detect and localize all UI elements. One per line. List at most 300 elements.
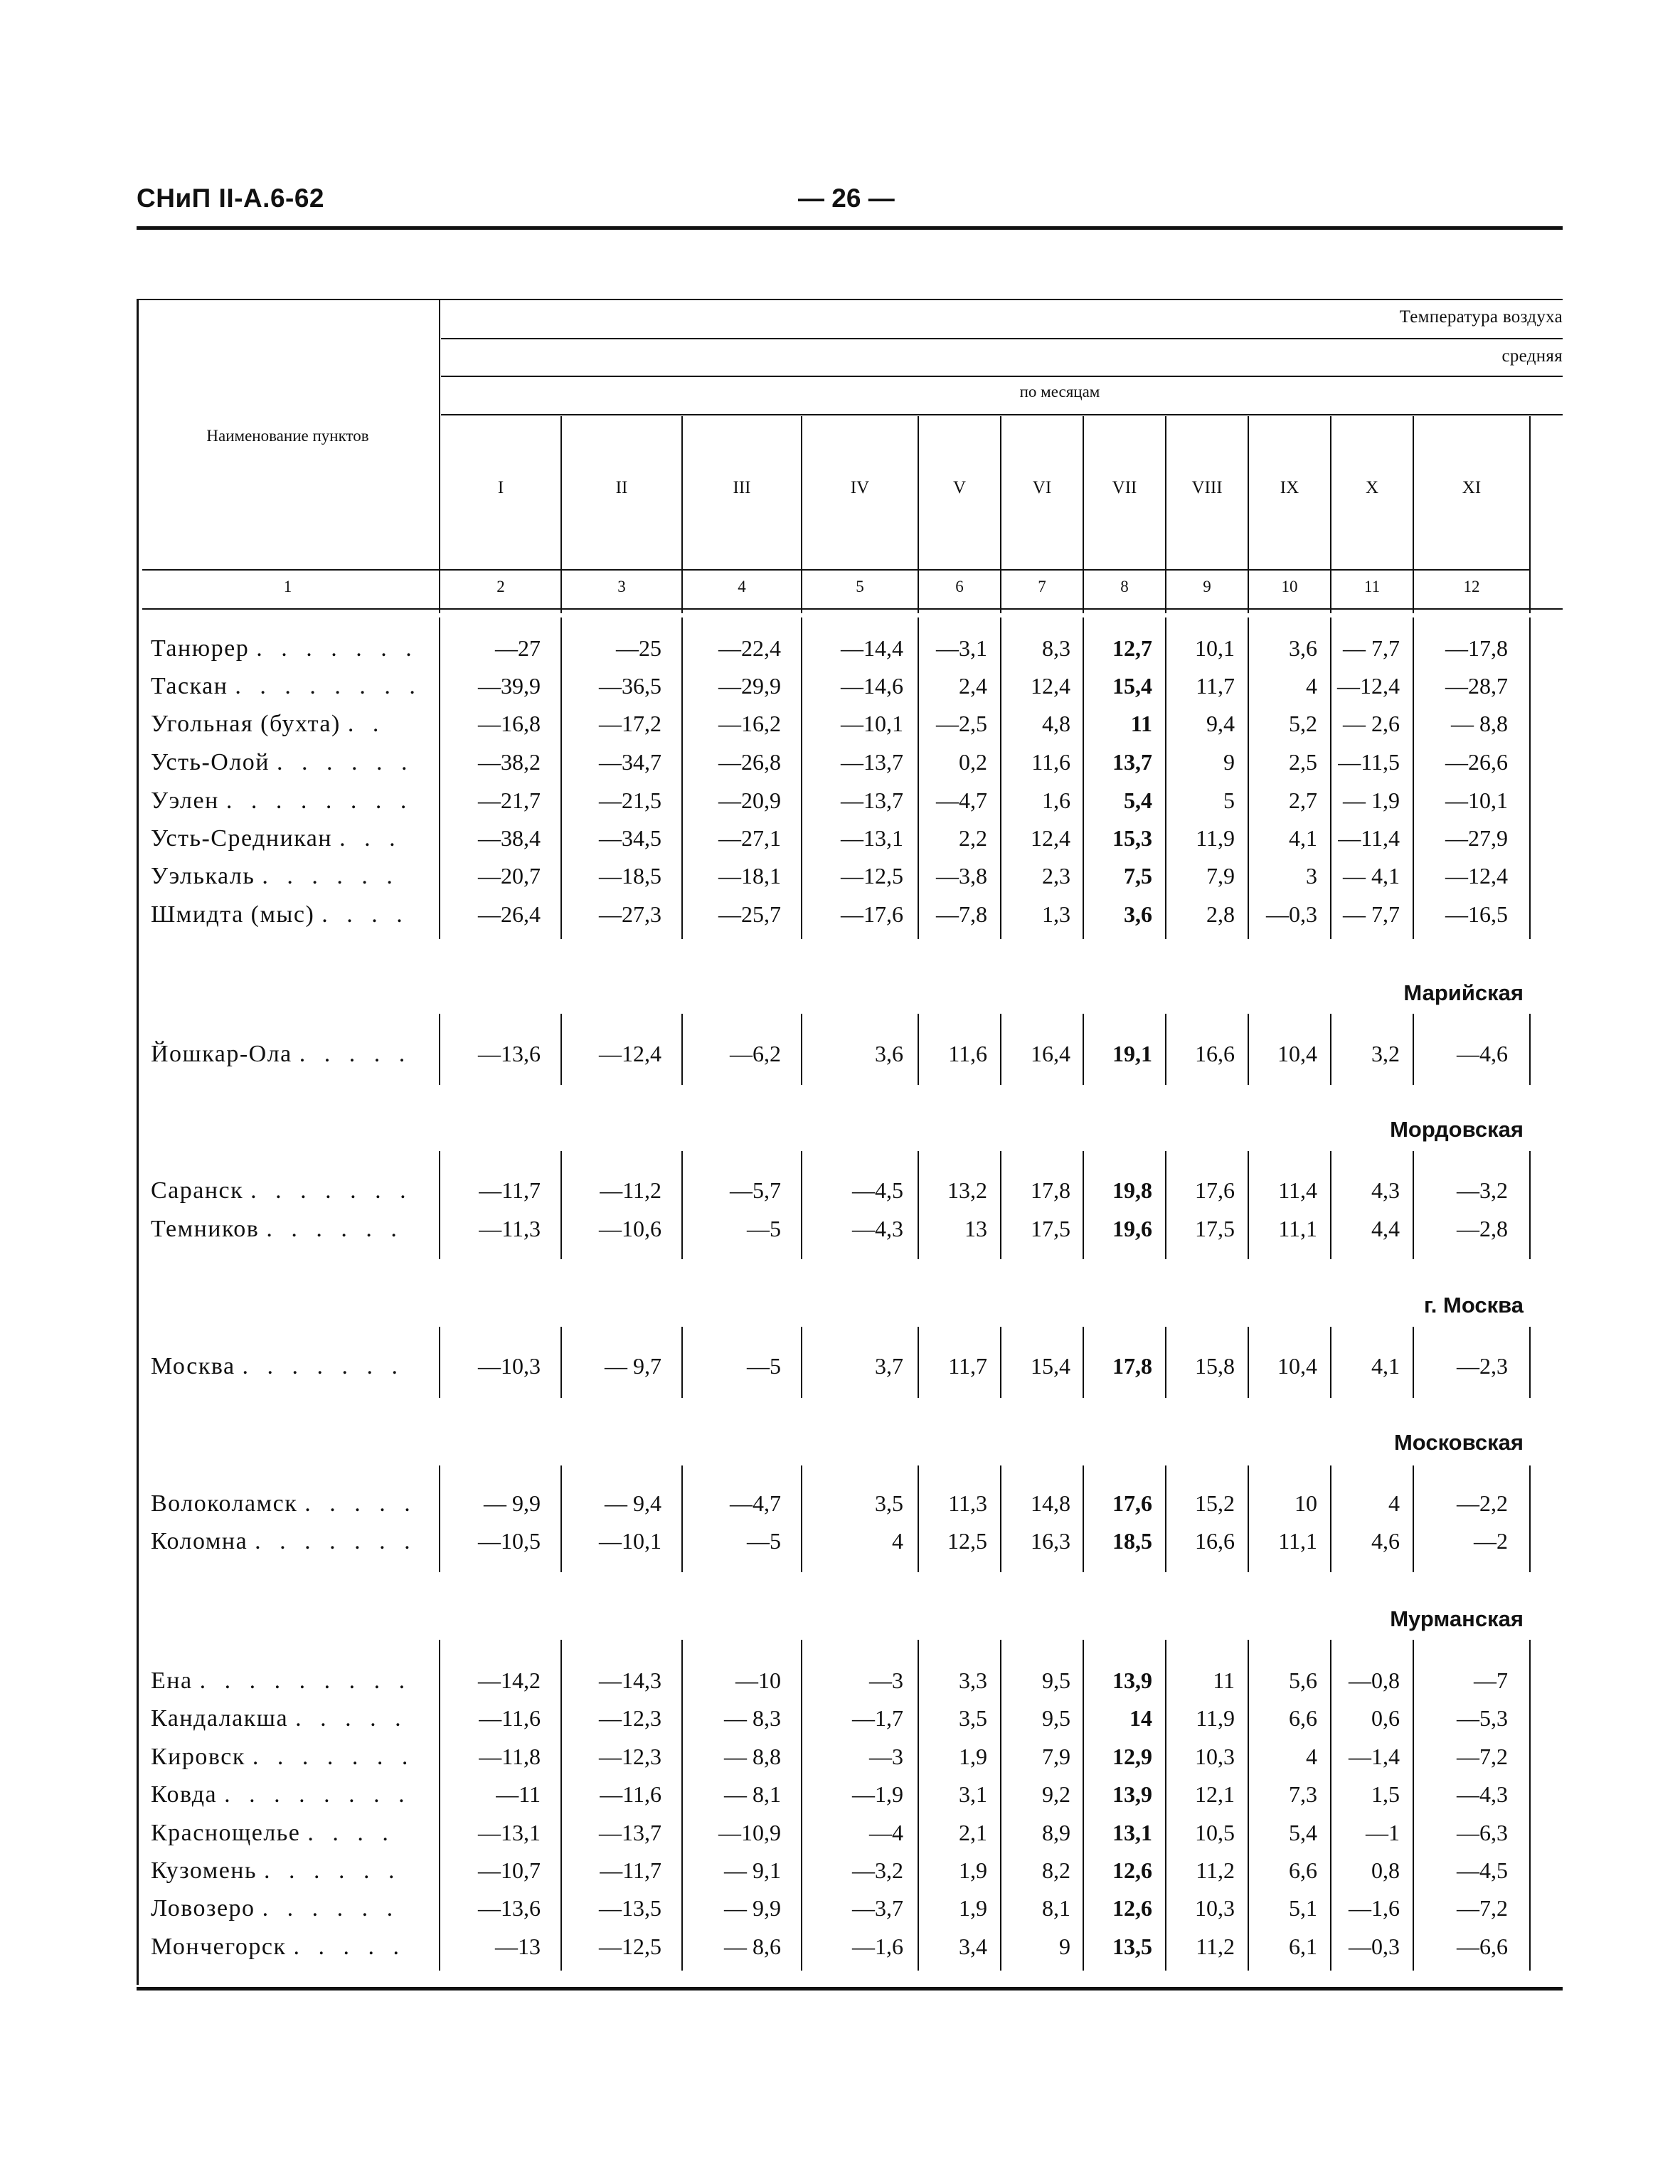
value-cell-VI: 11,6 [1031,749,1070,775]
leader-dots: . . . . . . . . [235,673,422,699]
value-cell-IV: —1,7 [852,1705,903,1731]
value-cell-IX: 2,5 [1289,749,1317,775]
station-name-text: Саранск [151,1177,251,1204]
value-cell-VIII: 12,1 [1195,1781,1235,1807]
station-name-text: Темников [151,1216,267,1242]
column-divider [439,1640,440,1971]
column-divider [1165,1014,1166,1085]
value-cell-VII: 17,6 [1112,1490,1152,1516]
column-divider [560,1640,562,1971]
station-name-text: Кировск [151,1744,252,1770]
value-cell-IX: 5,1 [1289,1895,1317,1921]
month-header-VII: VII [1112,478,1137,497]
value-cell-II: —12,3 [599,1744,661,1769]
value-cell-IV: 3,6 [875,1041,903,1066]
value-cell-III: — 8,1 [724,1781,781,1807]
value-cell-IV: —14,4 [841,635,903,661]
station-name [151,1705,408,1732]
column-divider [681,1151,683,1259]
value-cell-XI: —12,4 [1445,863,1508,889]
value-cell-VII: 12,6 [1112,1895,1152,1921]
value-cell-III: —4,7 [730,1490,781,1516]
value-cell-III: —5 [747,1353,781,1379]
header-rule-2 [441,376,1563,377]
value-cell-V: 0,2 [959,749,987,775]
value-cell-V: 13 [964,1216,987,1241]
station-name [151,1177,413,1204]
value-cell-II: —25 [616,635,661,661]
value-cell-IX: 10 [1294,1490,1317,1516]
column-divider [1000,617,1001,939]
leader-dots: . . . . . . [264,1857,401,1884]
value-cell-IX: 6,6 [1289,1705,1317,1731]
column-divider [801,1465,802,1572]
value-cell-X: 0,8 [1371,1857,1400,1883]
value-cell-V: 12,5 [947,1528,987,1554]
column-divider [801,1014,802,1085]
value-cell-VIII: 11,7 [1196,673,1235,699]
value-cell-VI: 9,5 [1042,1668,1070,1693]
column-divider [1529,1327,1531,1398]
value-cell-X: 4,6 [1371,1528,1400,1554]
value-cell-III: — 8,3 [724,1705,781,1731]
value-cell-XI: —28,7 [1445,673,1508,699]
column-divider [439,1327,440,1398]
leader-dots: . . . . . . . [242,1353,405,1379]
value-cell-III: —25,7 [718,901,781,927]
value-cell-VIII: 10,3 [1195,1744,1235,1769]
value-cell-XI: —2,2 [1457,1490,1508,1516]
value-cell-X: — 1,9 [1343,788,1400,813]
value-cell-X: —0,8 [1349,1668,1400,1693]
value-cell-VII: 19,1 [1112,1041,1152,1066]
station-name [151,825,402,852]
column-divider [1165,1151,1166,1259]
value-cell-XI: —4,3 [1457,1781,1508,1807]
column-divider [560,1151,562,1259]
value-cell-IV: —12,5 [841,863,903,889]
column-divider [560,1014,562,1085]
column-divider [1083,1465,1084,1572]
value-cell-IV: —13,7 [841,749,903,775]
column-divider [918,1327,919,1398]
value-cell-VIII: 16,6 [1195,1528,1235,1554]
value-cell-XI: —4,6 [1457,1041,1508,1066]
value-cell-VI: 17,8 [1031,1177,1070,1203]
value-cell-I: —11,7 [479,1177,541,1203]
column-divider [681,1014,683,1085]
column-divider [1248,1151,1249,1259]
value-cell-XI: —5,3 [1457,1705,1508,1731]
station-name [151,1490,417,1517]
station-name [151,673,422,700]
value-cell-II: —27,3 [599,901,661,927]
leader-dots: . . . . . . [276,749,414,775]
value-cell-VI: 15,4 [1031,1353,1070,1379]
value-cell-VI: 1,6 [1042,788,1070,813]
value-cell-IX: 10,4 [1277,1041,1317,1066]
station-name-text: Усть-Олой [151,749,277,775]
value-cell-XI: —6,6 [1457,1934,1508,1959]
value-cell-VII: 13,1 [1112,1820,1152,1845]
column-divider [681,1327,683,1398]
station-name [151,711,385,738]
station-name [151,1781,411,1808]
value-cell-IX: 6,6 [1289,1857,1317,1883]
value-cell-IV: —1,6 [852,1934,903,1959]
column-divider [1248,1465,1249,1572]
value-cell-IX: 2,7 [1289,788,1317,813]
column-divider [681,1640,683,1971]
value-cell-IX: 4,1 [1289,825,1317,851]
value-cell-IV: —3,7 [852,1895,903,1921]
value-cell-V: 13,2 [947,1177,987,1203]
leader-dots: . . . . . [293,1934,405,1960]
value-cell-VI: 9,5 [1042,1705,1070,1731]
leader-dots: . . . . . [295,1705,408,1732]
value-cell-I: —38,4 [478,825,541,851]
value-cell-V: 3,3 [959,1668,987,1693]
value-cell-XI: —7 [1474,1668,1508,1693]
value-cell-VIII: 5 [1223,788,1235,813]
value-cell-VIII: 11,2 [1196,1934,1235,1959]
value-cell-VI: 8,2 [1042,1857,1070,1883]
value-cell-X: —11,5 [1338,749,1400,775]
value-cell-VIII: 11,2 [1196,1857,1235,1883]
value-cell-IX: 4 [1306,1744,1317,1769]
column-divider [1165,1465,1166,1572]
value-cell-I: —10,5 [478,1528,541,1554]
value-cell-IX: 3 [1306,863,1317,889]
column-divider [1529,1014,1531,1085]
column-divider [1529,1465,1531,1572]
station-name [151,1895,399,1922]
value-cell-III: —5 [747,1528,781,1554]
station-name-text: Москва [151,1353,243,1379]
column-divider [439,1151,440,1259]
value-cell-VII: 13,9 [1112,1781,1152,1807]
month-header-IX: IX [1280,478,1299,497]
column-divider [1083,1327,1084,1398]
value-cell-XI: —16,5 [1445,901,1508,927]
value-cell-III: —10,9 [718,1820,781,1845]
station-name-text: Уэлен [151,788,226,814]
value-cell-II: —12,3 [599,1705,661,1731]
column-divider [1330,1014,1331,1085]
station-name-text: Краснощелье [151,1820,308,1846]
column-divider [560,617,562,939]
value-cell-III: — 9,9 [724,1895,781,1921]
value-cell-II: —34,5 [599,825,661,851]
by-month-header: по месяцам [1019,383,1100,401]
column-number-2: 2 [496,578,505,595]
value-cell-VII: 14 [1129,1705,1152,1731]
value-cell-V: 1,9 [959,1744,987,1769]
value-cell-IV: —3 [869,1668,903,1693]
value-cell-IV: —3 [869,1744,903,1769]
column-divider [918,1640,919,1971]
value-cell-II: —12,5 [599,1934,661,1959]
temperature-header: Температура воздуха [1399,307,1563,327]
value-cell-III: —27,1 [718,825,781,851]
column-divider [560,1465,562,1572]
value-cell-VI: 2,3 [1042,863,1070,889]
month-header-VIII: VIII [1191,478,1223,497]
value-cell-II: —36,5 [599,673,661,699]
value-cell-VI: 8,1 [1042,1895,1070,1921]
region-heading: Мордовская [1390,1117,1524,1142]
column-divider [1330,1151,1331,1259]
value-cell-V: 3,1 [959,1781,987,1807]
value-cell-IX: 7,3 [1289,1781,1317,1807]
value-cell-IV: —4,5 [852,1177,903,1203]
value-cell-VII: 12,7 [1112,635,1152,661]
value-cell-X: —11,4 [1338,825,1400,851]
mean-header: средняя [1501,346,1563,366]
column-divider [1413,617,1414,939]
value-cell-II: —10,1 [599,1528,661,1554]
station-name-text: Кандалакша [151,1705,296,1732]
value-cell-II: —13,7 [599,1820,661,1845]
column-number-12: 12 [1463,578,1480,595]
column-divider [801,1327,802,1398]
value-cell-X: 4,4 [1371,1216,1400,1241]
value-cell-I: —13,6 [478,1895,541,1921]
station-name-text: Шмидта (мыс) [151,901,322,928]
value-cell-VI: 16,3 [1031,1528,1070,1554]
value-cell-II: —21,5 [599,788,661,813]
month-header-V: V [952,478,967,497]
value-cell-X: — 7,7 [1343,901,1400,927]
value-cell-XI: —2 [1474,1528,1508,1554]
value-cell-VII: 12,9 [1112,1744,1152,1769]
region-heading: г. Москва [1423,1293,1524,1318]
value-cell-VII: 15,4 [1112,673,1152,699]
station-name-text: Усть-Средникан [151,825,340,852]
value-cell-I: — 9,9 [484,1490,541,1516]
value-cell-IX: 5,6 [1289,1668,1317,1693]
value-cell-VIII: 2,8 [1206,901,1235,927]
leader-dots: . . . . . . [262,863,399,889]
column-divider [439,1014,440,1085]
value-cell-VIII: 11,9 [1196,1705,1235,1731]
column-divider [801,1151,802,1259]
value-cell-V: —4,7 [936,788,987,813]
value-cell-IV: —10,1 [841,711,903,736]
column-divider [801,617,802,939]
column-divider [1083,1640,1084,1971]
value-cell-I: —10,3 [478,1353,541,1379]
value-cell-VI: 1,3 [1042,901,1070,927]
value-cell-VI: 7,9 [1042,1744,1070,1769]
column-number-5: 5 [856,578,864,595]
value-cell-I: —26,4 [478,901,541,927]
value-cell-IV: —14,6 [841,673,903,699]
column-divider [1529,1151,1531,1259]
value-cell-X: — 4,1 [1343,863,1400,889]
value-cell-VIII: 11 [1213,1668,1235,1693]
value-cell-VI: 12,4 [1031,673,1070,699]
station-name-text: Кузомень [151,1857,265,1884]
leader-dots: . . . . [321,901,409,928]
value-cell-I: —11,6 [479,1705,541,1731]
value-cell-X: — 2,6 [1343,711,1400,736]
station-name [151,1216,403,1243]
column-divider [1413,1151,1414,1259]
column-divider [918,1465,919,1572]
value-cell-XI: —6,3 [1457,1820,1508,1845]
value-cell-XI: —7,2 [1457,1895,1508,1921]
value-cell-I: —21,7 [478,788,541,813]
value-cell-III: —5 [747,1216,781,1241]
value-cell-III: —5,7 [730,1177,781,1203]
value-cell-I: —20,7 [478,863,541,889]
leader-dots: . . . . . . [266,1216,403,1242]
column-number-6: 6 [955,578,964,595]
value-cell-V: —7,8 [936,901,987,927]
column-number-7: 7 [1038,578,1046,595]
station-name [151,1041,411,1068]
leader-dots: . . . . . . . . [224,1781,411,1808]
value-cell-VII: 12,6 [1112,1857,1152,1883]
value-cell-VIII: 17,6 [1195,1177,1235,1203]
table-left-border [137,299,139,1985]
leader-dots: . . . . [307,1820,395,1846]
value-cell-XI: —4,5 [1457,1857,1508,1883]
column-number-9: 9 [1203,578,1211,595]
column-divider [1330,1465,1331,1572]
value-cell-II: —10,6 [599,1216,661,1241]
value-cell-IX: —0,3 [1266,901,1317,927]
value-cell-XI: —10,1 [1445,788,1508,813]
station-name [151,1744,414,1771]
value-cell-XI: —3,2 [1457,1177,1508,1203]
value-cell-X: 3,2 [1371,1041,1400,1066]
value-cell-V: 1,9 [959,1857,987,1883]
value-cell-VII: 17,8 [1112,1353,1152,1379]
column-divider [1248,617,1249,939]
column-divider [1413,1640,1414,1971]
station-name [151,1353,404,1380]
month-header-III: III [733,478,751,497]
month-header-X: X [1365,478,1379,497]
value-cell-V: 2,2 [959,825,987,851]
value-cell-VII: 13,5 [1112,1934,1152,1959]
station-name-text: Уэлькаль [151,863,262,889]
value-cell-I: —11,3 [479,1216,541,1241]
value-cell-VI: 9,2 [1042,1781,1070,1807]
value-cell-I: —39,9 [478,673,541,699]
leader-dots: . . . . . . . [256,635,418,662]
value-cell-IX: 4 [1306,673,1317,699]
value-cell-VII: 11 [1130,711,1152,736]
station-name-text: Таскан [151,673,235,699]
month-header-VI: VI [1032,478,1052,497]
column-number-8: 8 [1120,578,1129,595]
region-heading: Марийская [1403,980,1524,1005]
column-divider [801,1640,802,1971]
leader-dots: . . . . . . . . . [199,1668,412,1694]
value-cell-X: —1,6 [1349,1895,1400,1921]
page-number: — 26 — [798,184,895,213]
value-cell-II: —14,3 [599,1668,661,1693]
value-cell-X: 4,1 [1371,1353,1400,1379]
leader-dots: . . . . . . . [250,1177,413,1204]
month-header-II: II [615,478,628,497]
value-cell-X: —1,4 [1349,1744,1400,1769]
value-cell-V: —3,8 [936,863,987,889]
station-name [151,1857,401,1885]
station-name-text: Угольная (бухта) [151,711,348,737]
value-cell-VII: 13,7 [1112,749,1152,775]
value-cell-X: — 7,7 [1343,635,1400,661]
value-cell-IV: —1,9 [852,1781,903,1807]
value-cell-IV: —4 [869,1820,903,1845]
value-cell-III: —16,2 [718,711,781,736]
column-divider [1413,1014,1414,1085]
value-cell-VIII: 10,5 [1195,1820,1235,1845]
column-divider [1000,1327,1001,1398]
value-cell-VI: 8,9 [1042,1820,1070,1845]
value-cell-I: —11 [496,1781,541,1807]
value-cell-IX: 3,6 [1289,635,1317,661]
name-col-divider [439,299,440,613]
value-cell-XI: —17,8 [1445,635,1508,661]
value-cell-I: —27 [495,635,541,661]
column-divider [918,1151,919,1259]
value-cell-VI: 12,4 [1031,825,1070,851]
leader-dots: . . . . . [304,1490,417,1517]
value-cell-V: 1,9 [959,1895,987,1921]
value-cell-III: —6,2 [730,1041,781,1066]
value-cell-V: —2,5 [936,711,987,736]
column-divider [560,1327,562,1398]
value-cell-VIII: 9,4 [1206,711,1235,736]
column-divider [1330,1327,1331,1398]
station-name-text: Мончегорск [151,1934,294,1960]
value-cell-V: 3,4 [959,1934,987,1959]
column-number-3: 3 [617,578,626,595]
column-divider [681,617,683,939]
column-divider [1000,1465,1001,1572]
value-cell-VIII: 11,9 [1196,825,1235,851]
value-cell-X: 4 [1388,1490,1400,1516]
column-divider [1000,1640,1001,1971]
station-name-text: Ена [151,1668,200,1694]
column-divider [1529,617,1531,939]
column-divider [1413,1465,1414,1572]
value-cell-VI: 17,5 [1031,1216,1070,1241]
value-cell-VII: 13,9 [1112,1668,1152,1693]
value-cell-IX: 6,1 [1289,1934,1317,1959]
value-cell-II: — 9,7 [605,1353,661,1379]
leader-dots: . . . . . [299,1041,412,1067]
station-name-text: Ковда [151,1781,225,1808]
leader-dots: . . [347,711,386,737]
value-cell-II: —11,7 [600,1857,661,1883]
value-cell-X: 0,6 [1371,1705,1400,1731]
column-divider [439,1465,440,1572]
value-cell-XI: — 8,8 [1451,711,1508,736]
value-cell-VI: 16,4 [1031,1041,1070,1066]
value-cell-IX: 11,1 [1278,1528,1317,1554]
value-cell-V: 11,3 [948,1490,987,1516]
value-cell-IX: 11,4 [1278,1177,1317,1203]
station-name-text: Йошкар-Ола [151,1041,299,1067]
value-cell-VI: 9 [1059,1934,1070,1959]
value-cell-X: —1 [1366,1820,1400,1845]
value-cell-VI: 4,8 [1042,711,1070,736]
